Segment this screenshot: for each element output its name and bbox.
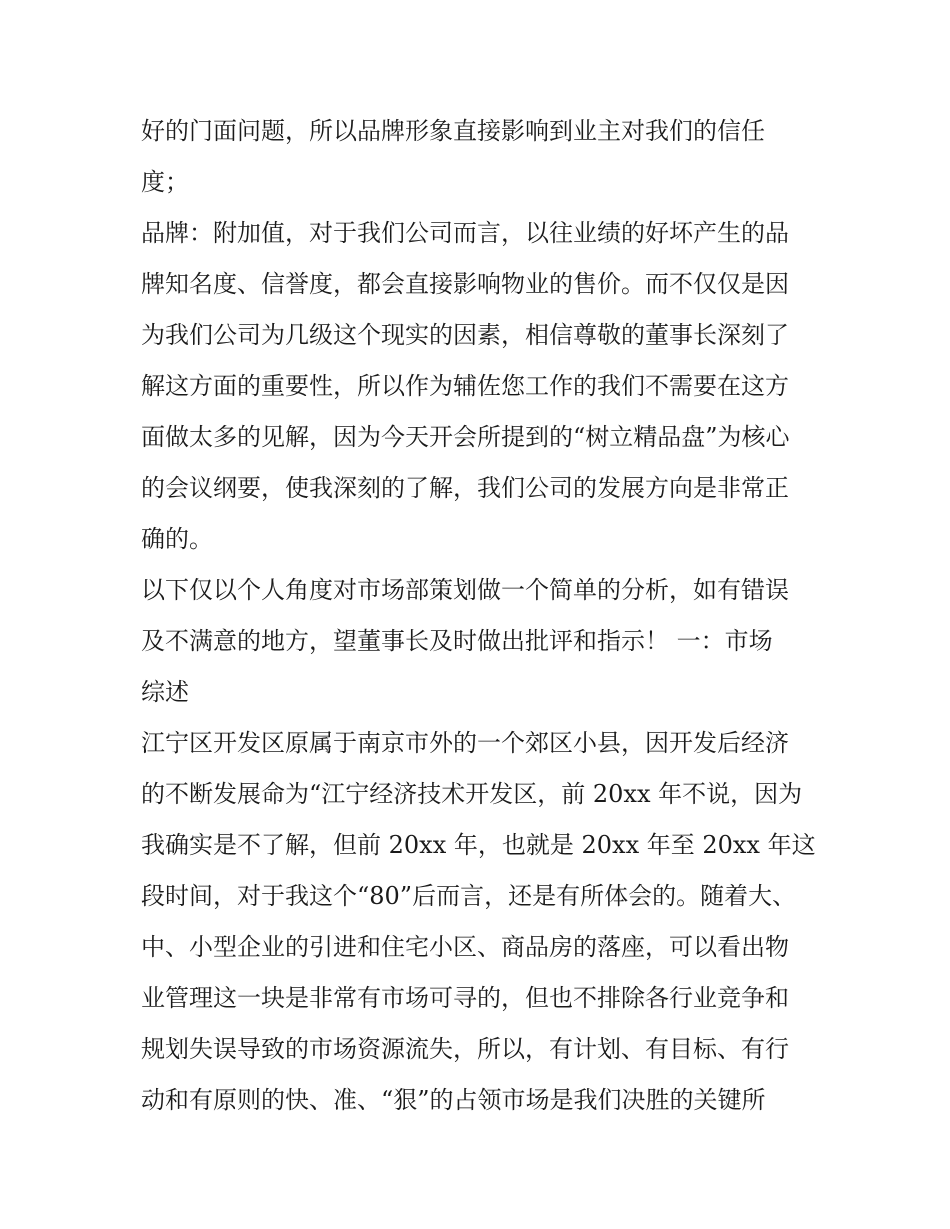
text-line-7: 面做太多的见解，因为今天开会所提到的“树立精品盘”为核心 bbox=[141, 423, 790, 451]
text-line-14: 的不断发展命为“江宁经济技术开发区，前 20xx 年不说，因为 bbox=[141, 780, 803, 808]
text-line-16: 段时间，对于我这个“80”后而言，还是有所体会的。随着大、 bbox=[141, 882, 797, 910]
text-line-18: 业管理这一块是非常有市场可寻的，但也不排除各行业竞争和 bbox=[141, 984, 789, 1012]
text-line-15: 我确实是不了解，但前 20xx 年，也就是 20xx 年至 20xx 年这 bbox=[141, 831, 816, 859]
text-line-2: 度； bbox=[141, 168, 189, 196]
text-line-3: 品牌：附加值，对于我们公司而言，以往业绩的好坏产生的品 bbox=[141, 219, 789, 247]
text-line-12: 综述 bbox=[141, 678, 189, 706]
text-line-17: 中、小型企业的引进和住宅小区、商品房的落座，可以看出物 bbox=[141, 933, 789, 961]
text-line-19: 规划失误导致的市场资源流失，所以，有计划、有目标、有行 bbox=[141, 1035, 789, 1063]
text-line-8: 的会议纲要，使我深刻的了解，我们公司的发展方向是非常正 bbox=[141, 474, 789, 502]
text-line-11: 及不满意的地方，望董事长及时做出批评和指示！ 一：市场 bbox=[141, 627, 773, 655]
text-line-13: 江宁区开发区原属于南京市外的一个郊区小县，因开发后经济 bbox=[141, 729, 789, 757]
text-line-6: 解这方面的重要性，所以作为辅佐您工作的我们不需要在这方 bbox=[141, 372, 789, 400]
text-line-10: 以下仅以个人角度对市场部策划做一个简单的分析，如有错误 bbox=[141, 576, 789, 604]
text-line-20: 动和有原则的快、准、“狠”的占领市场是我们决胜的关键所 bbox=[141, 1086, 766, 1114]
text-line-4: 牌知名度、信誉度，都会直接影响物业的售价。而不仅仅是因 bbox=[141, 270, 789, 298]
text-line-1: 好的门面问题，所以品牌形象直接影响到业主对我们的信任 bbox=[141, 117, 765, 145]
body-text bbox=[141, 106, 816, 1126]
text-line-5: 为我们公司为几级这个现实的因素，相信尊敬的董事长深刻了 bbox=[141, 321, 789, 349]
text-line-9: 确的。 bbox=[141, 525, 213, 553]
